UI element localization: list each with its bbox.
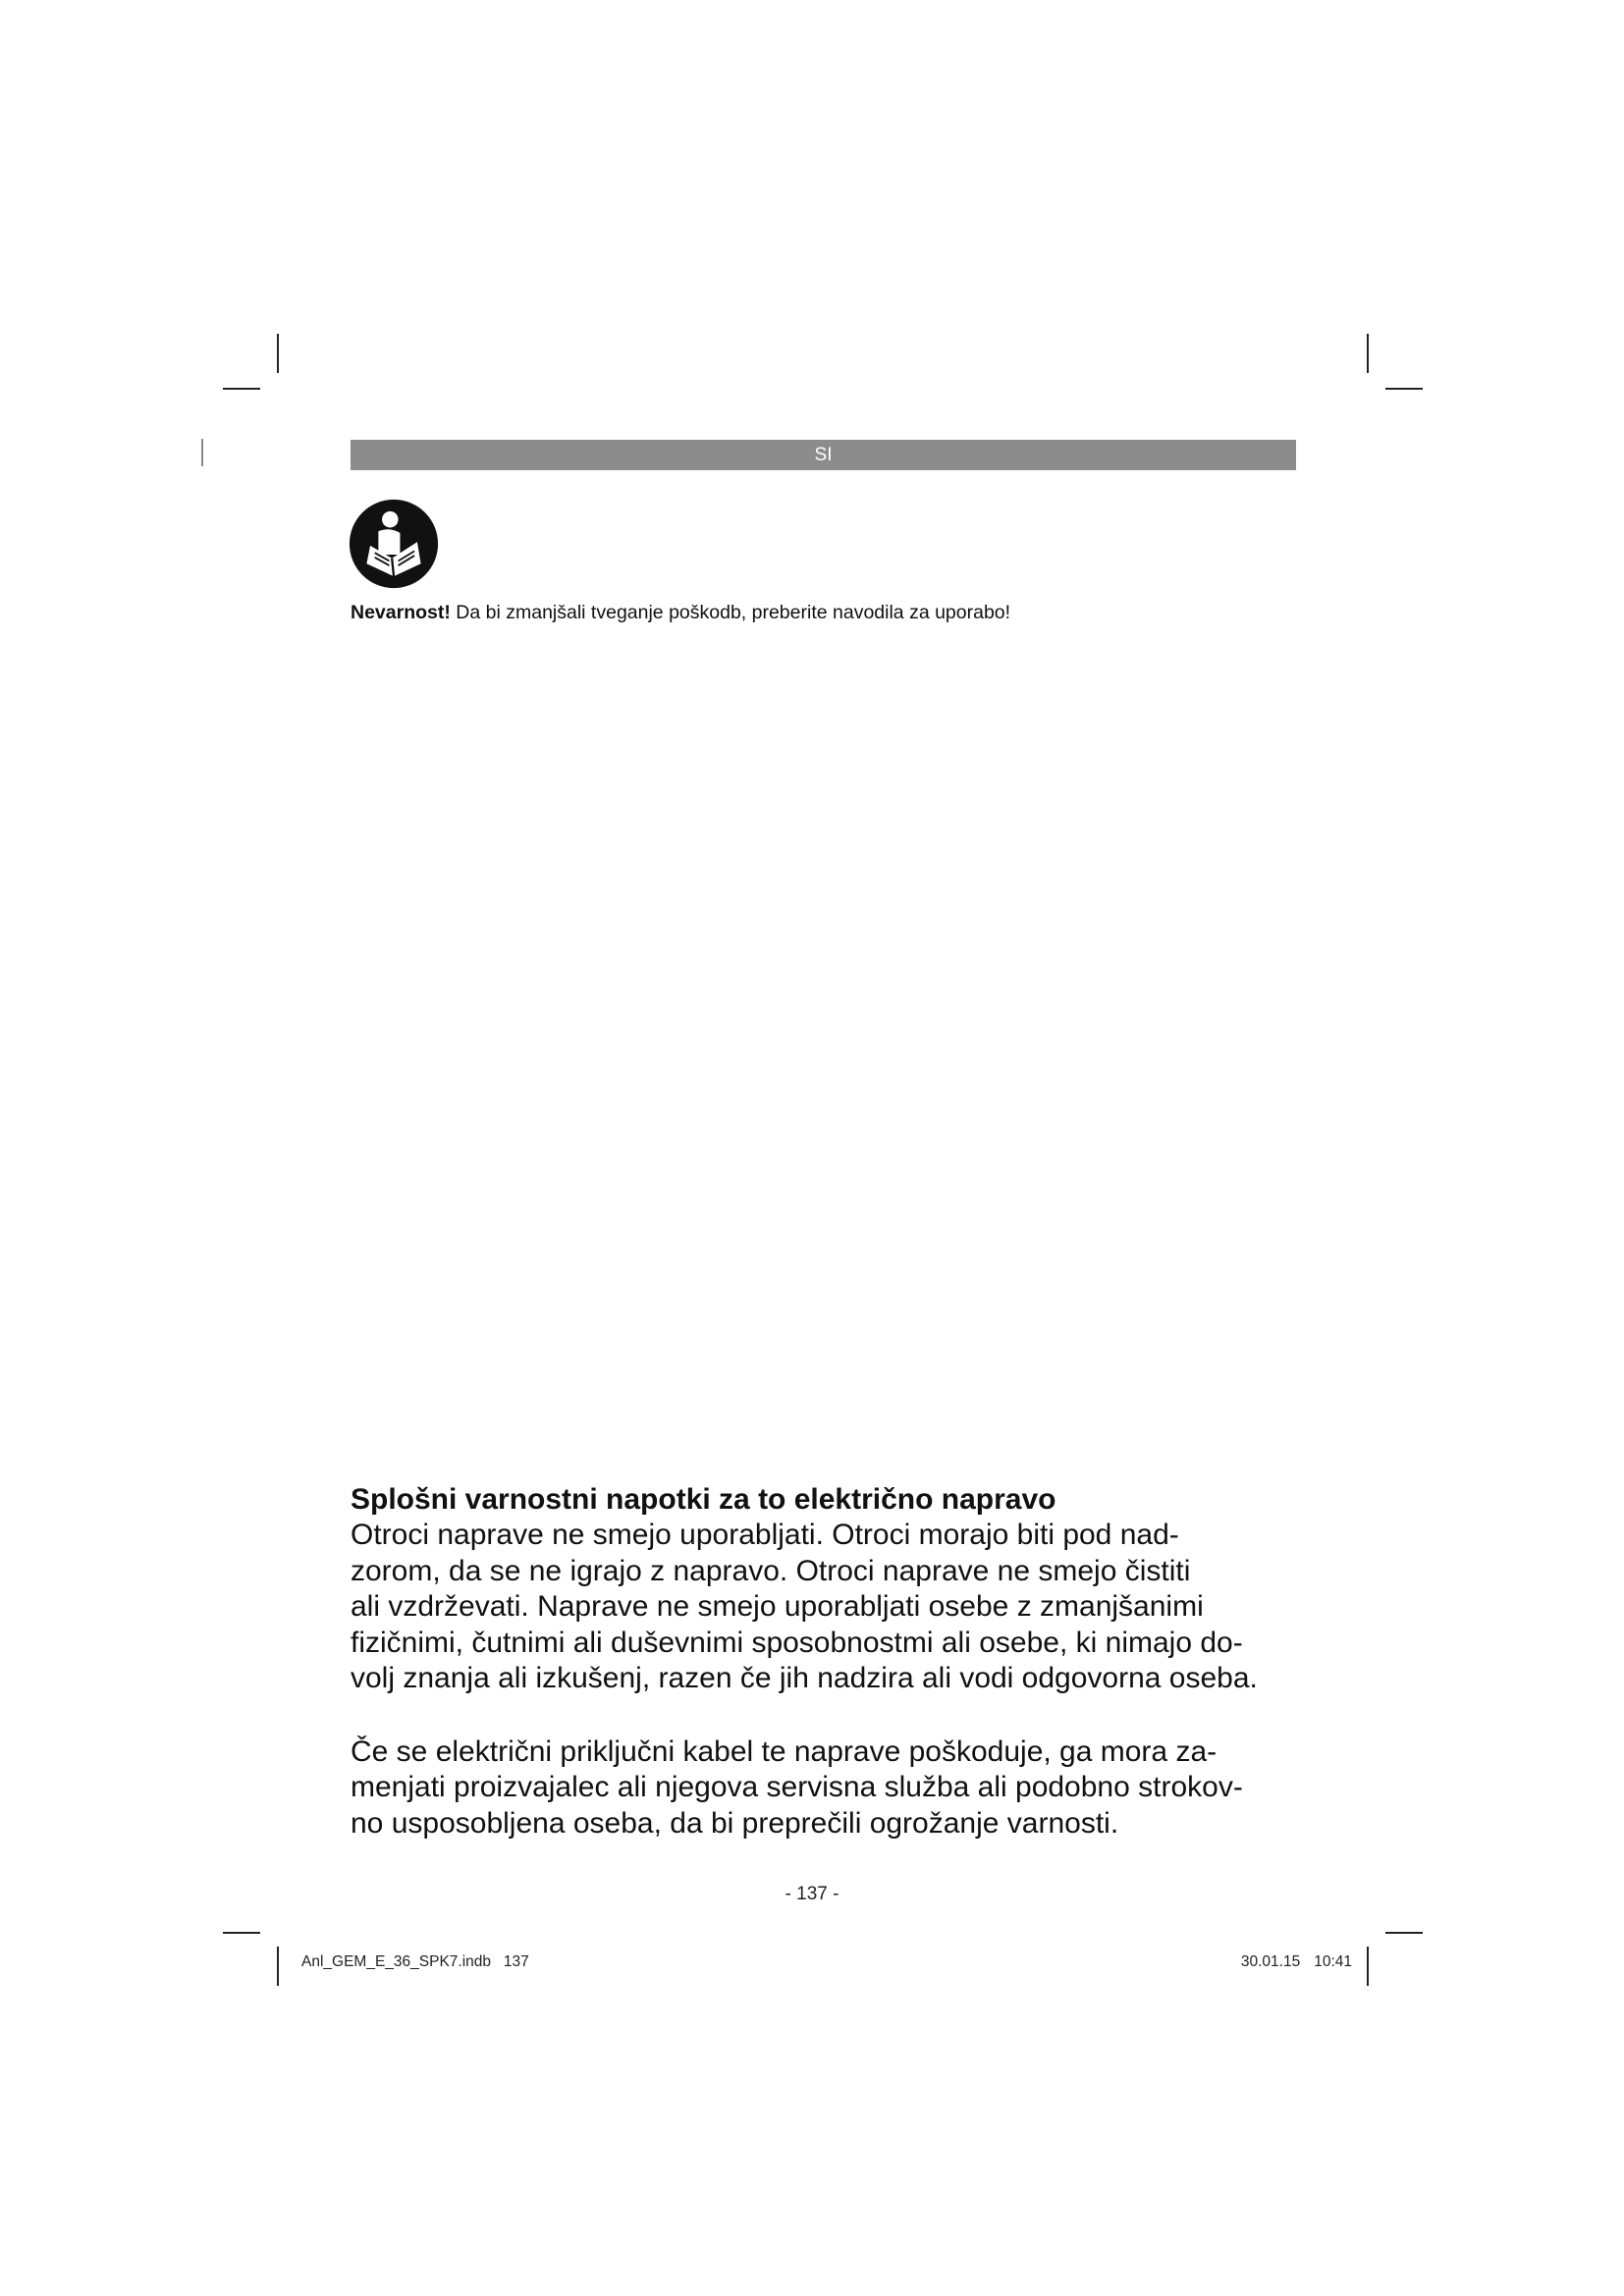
manual-warning-text	[351, 601, 1010, 624]
print-timestamp	[1241, 1952, 1352, 1972]
paragraph-cable-replacement	[351, 1735, 1313, 1842]
crop-mark-top-left-vertical	[277, 334, 279, 373]
language-code: SI	[814, 445, 833, 465]
paragraph-children-safety	[351, 1518, 1313, 1697]
section-title: Splošni varnostni napotki za to električno napravo	[351, 1483, 1056, 1516]
page-number: - 137 -	[785, 1884, 839, 1904]
margin-mark-left	[201, 439, 203, 466]
crop-mark-bottom-left-vertical	[277, 1947, 279, 1986]
safety-section	[351, 1482, 1313, 1842]
crop-mark-bottom-right-vertical	[1367, 1947, 1369, 1986]
print-time: 10:41	[1314, 1953, 1352, 1970]
crop-mark-top-right-vertical	[1367, 334, 1369, 373]
paragraph-line: fizičnimi, čutnimi ali duševnimi sposobnostmi ali osebe, ki nimajo do-	[351, 1626, 1243, 1659]
file-slug: Anl_GEM_E_36_SPK7.indb 137	[301, 1953, 529, 1970]
print-date: 30.01.15	[1240, 1953, 1301, 1970]
read-manual-icon	[349, 499, 439, 589]
paragraph-line: volj znanja ali izkušenj, razen če jih nadzira ali vodi odgovorna oseba.	[351, 1662, 1258, 1694]
warning-message: Da bi zmanjšali tveganje poškodb, preberite navodila za uporabo!	[450, 602, 1011, 623]
crop-mark-top-right-horizontal	[1385, 388, 1423, 390]
paragraph-line: ali vzdrževati. Naprave ne smejo uporabljati osebe z zmanjšanimi	[351, 1590, 1204, 1623]
paragraph-line: zorom, da se ne igrajo z napravo. Otroci naprave ne smejo čistiti	[351, 1554, 1191, 1587]
paragraph-line: Otroci naprave ne smejo uporabljati. Otroci morajo biti pod nad-	[351, 1519, 1179, 1551]
crop-mark-bottom-right-horizontal	[1385, 1932, 1423, 1934]
warning-label: Nevarnost!	[351, 602, 451, 623]
paragraph-line: no usposobljena oseba, da bi preprečili ogrožanje varnosti.	[351, 1806, 1119, 1840]
language-header-bar	[351, 440, 1296, 470]
crop-mark-top-left-horizontal	[223, 388, 260, 390]
paragraph-line: Če se električni priključni kabel te naprave poškoduje, ga mora za-	[351, 1735, 1218, 1768]
crop-mark-bottom-left-horizontal	[223, 1932, 260, 1934]
paragraph-line: menjati proizvajalec ali njegova servisna služba ali podobno strokov-	[351, 1771, 1243, 1803]
